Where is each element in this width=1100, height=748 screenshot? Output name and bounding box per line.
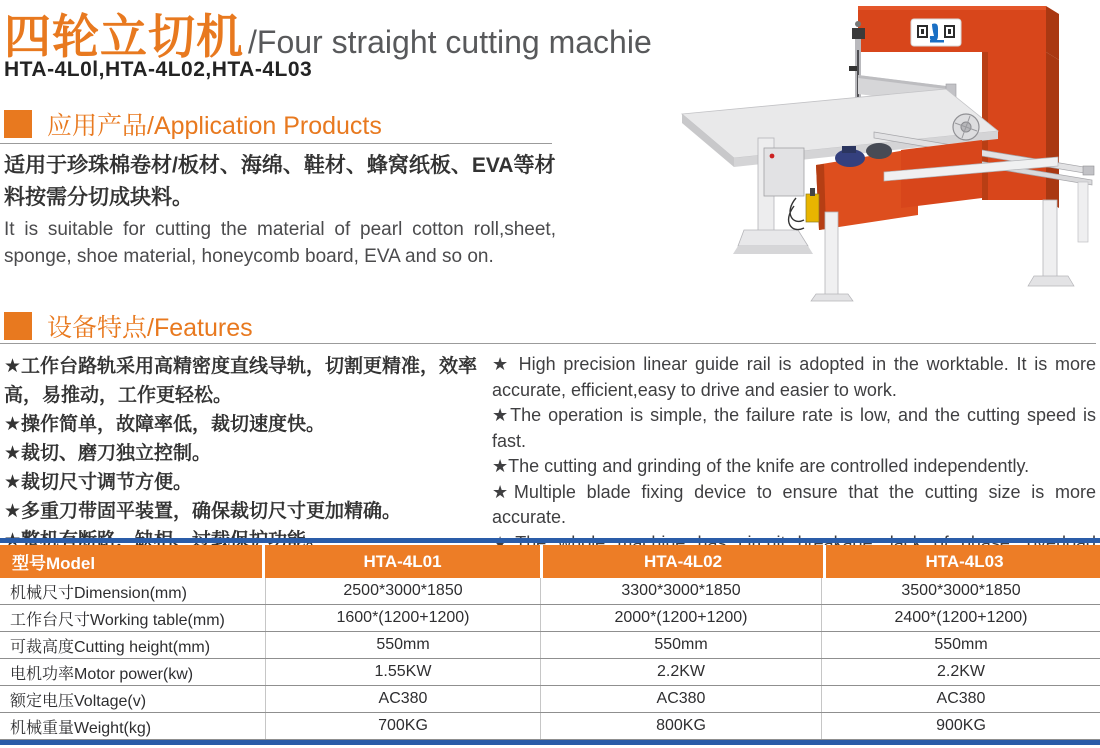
cell-value: AC380 (821, 686, 1100, 712)
cell-value: 700KG (265, 713, 540, 739)
cell-value: 2000*(1200+1200) (540, 605, 821, 631)
application-description-chinese: 适用于珍珠棉卷材/板材、海绵、鞋材、蜂窝纸板、EVA等材料按需分切成块料。 (4, 154, 556, 209)
machine-logo-plate (911, 19, 961, 46)
row-label: 电机功率Motor power(kw) (10, 665, 194, 683)
feature-item: ★ High precision linear guide rail is adopted in the worktable. It is more accurate, efficient,easy to drive and easier to work. (492, 354, 1096, 400)
table-row (0, 713, 1100, 740)
cell-value: 3300*3000*1850 (540, 578, 821, 604)
features-list-chinese (4, 352, 482, 555)
table-row (0, 686, 1100, 713)
cell-value: 550mm (821, 632, 1100, 658)
spec-table (0, 538, 1100, 745)
row-label: 工作台尺寸Working table(mm) (10, 611, 225, 629)
feature-item: ★多重刀带固平装置，确保裁切尺寸更加精确。 (4, 501, 402, 523)
feature-item: ★The operation is simple, the failure rate is low, and the cutting speed is fast. (492, 405, 1096, 451)
table-top-blue-bar (0, 538, 1100, 543)
model-numbers: HTA-4L0l,HTA-4L02,HTA-4L03 (4, 58, 313, 81)
table-row (0, 659, 1100, 686)
feature-item: ★操作简单，故障率低，裁切速度快。 (4, 414, 326, 436)
orange-square-bullet (4, 110, 32, 138)
table-row (0, 632, 1100, 659)
cell-value: 3500*3000*1850 (821, 578, 1100, 604)
column-header-hta4l02: HTA-4L02 (543, 545, 823, 578)
table-bottom-blue-bar (0, 740, 1100, 745)
cell-value: 900KG (821, 713, 1100, 739)
orange-square-bullet (4, 312, 32, 340)
row-label: 机械尺寸Dimension(mm) (10, 584, 187, 602)
column-header-model: 型号Model (0, 545, 262, 578)
column-header-hta4l01: HTA-4L01 (265, 545, 540, 578)
section-features-title: 设备特点/Features (47, 314, 253, 342)
section-application-title: 应用产品/Application Products (47, 112, 382, 140)
cell-value: AC380 (540, 686, 821, 712)
product-photo-cutting-machine (646, 0, 1100, 302)
cell-value: 2.2KW (821, 659, 1100, 685)
cell-value: 2.2KW (540, 659, 821, 685)
table-row (0, 578, 1100, 605)
feature-item: ★工作台路轨采用高精密度直线导轨，切割更精准，效率高，易推动，工作更轻松。 (4, 356, 478, 407)
cell-value: 2400*(1200+1200) (821, 605, 1100, 631)
section-application-heading (4, 106, 382, 142)
row-label: 机械重量Weight(kg) (10, 719, 152, 737)
page-title (4, 0, 652, 67)
row-label: 可裁高度Cutting height(mm) (10, 638, 211, 656)
feature-item: ★裁切、磨刀独立控制。 (4, 443, 212, 465)
cell-value: AC380 (265, 686, 540, 712)
application-description-english: It is suitable for cutting the material of pearl cotton roll,sheet, sponge, shoe material, honeycomb board, EVA and so on. (4, 219, 556, 267)
machine-illustration (646, 0, 1100, 302)
feature-item: ★裁切尺寸调节方便。 (4, 472, 193, 494)
page-title-english: /Four straight cutting machie (248, 24, 652, 60)
spec-table-header-row (0, 545, 1100, 578)
features-divider (0, 343, 1096, 344)
feature-item: ★The cutting and grinding of the knife are controlled independently. (492, 456, 1030, 477)
application-divider (0, 143, 552, 144)
cell-value: 1.55KW (265, 659, 540, 685)
row-label: 额定电压Voltage(v) (10, 692, 147, 710)
page-title-chinese: 四轮立切机 (4, 10, 244, 63)
cell-value: 1600*(1200+1200) (265, 605, 540, 631)
column-header-hta4l03: HTA-4L03 (826, 545, 1100, 578)
section-features-heading (4, 308, 253, 344)
cell-value: 2500*3000*1850 (265, 578, 540, 604)
table-row (0, 605, 1100, 632)
cell-value: 550mm (265, 632, 540, 658)
cell-value: 800KG (540, 713, 821, 739)
feature-item: ★Multiple blade fixing device to ensure that the cutting size is more accurate. (492, 481, 1096, 528)
cell-value: 550mm (540, 632, 821, 658)
